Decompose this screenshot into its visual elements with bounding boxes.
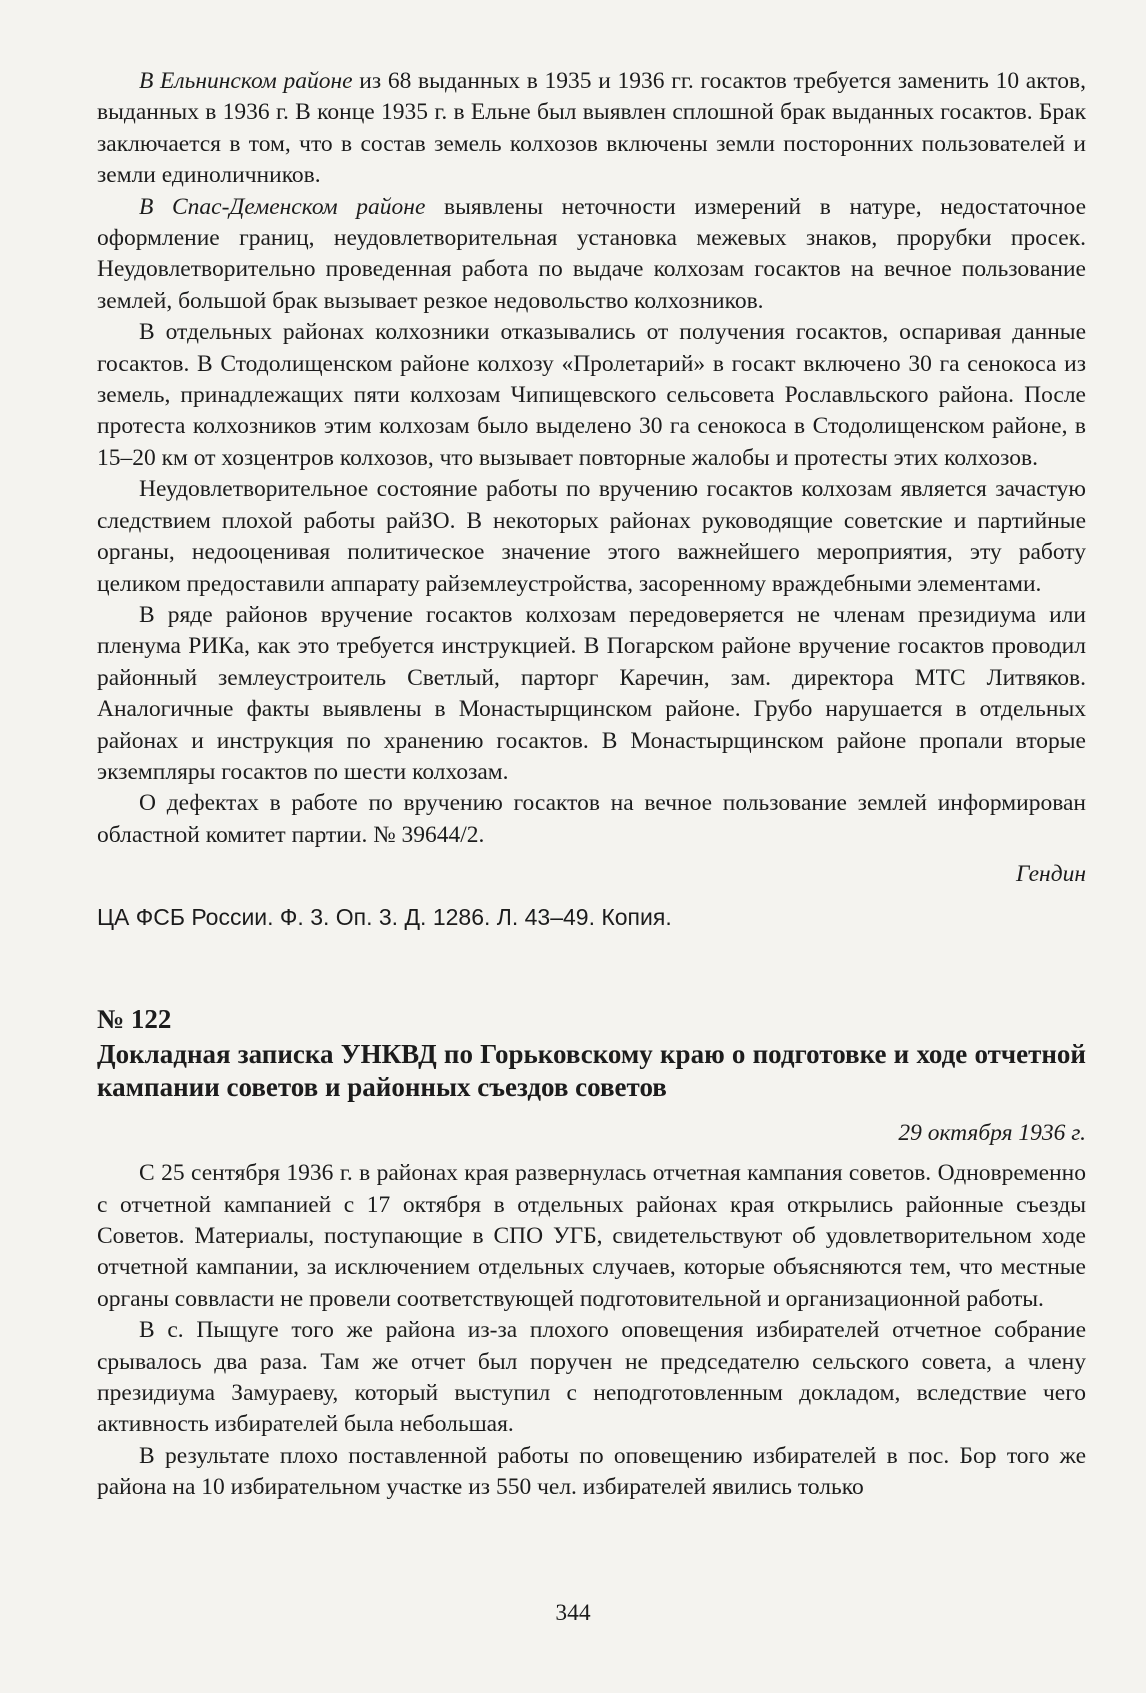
- paragraph-text: выявлены неточности измерений в натуре, недостаточное оформление границ, неудовлетворительная установка межевых знаков, прорубки просек. Неудовлетворительно проведенная работа по выдаче колхозам госактов на вечное пользование землей, большой брак вызывает резкое недовольство колхозников.: [97, 193, 1086, 314]
- paragraph: [97, 192, 1086, 318]
- paragraph: В результате плохо поставленной работы по оповещению избирателей в пос. Бор того же района на 10 избирательном участке из 550 чел. избирателей явились только: [97, 1442, 1086, 1501]
- district-lead: В Спас-Деменском районе: [139, 193, 426, 220]
- page-number: 344: [555, 1600, 591, 1626]
- paragraph: С 25 сентября 1936 г. в районах края развернулась отчетная кампания советов. Одновременно с отчетной кампанией с 17 октября в отдельных районах края открылись районные съезды Советов. Материалы, поступающие в СПО УГБ, свидетельствуют об удовлетворительном ходе отчетной кампании, за исключением отдельных случаев, которые объясняются тем, что местные органы соввласти не провели соответствующей подготовительной и организационной работы.: [97, 1160, 1086, 1312]
- archive-source: ЦА ФСБ России. Ф. 3. Оп. 3. Д. 1286. Л. 43–49. Копия.: [97, 904, 672, 931]
- district-lead: В Ельнинском районе: [139, 68, 353, 94]
- paragraph: [97, 66, 1086, 192]
- document-title: Докладная записка УНКВД по Горьковскому краю о подготовке и ходе отчетной кампании советов и районных съездов советов: [97, 1039, 1086, 1103]
- document-date: 29 октября 1936 г.: [898, 1120, 1086, 1147]
- document-number: № 122: [97, 1004, 172, 1035]
- paragraph: В отдельных районах колхозники отказывались от получения госактов, оспаривая данные госактов. В Стодолищенском районе колхозу «Пролетарий» в госакт включено 30 га сенокоса из земель, принадлежащих пяти колхозам Чипищевского сельсовета Рославльского района. После протеста колхозников этим колхозам было выделено 30 га сенокоса в Стодолищенском районе, в 15–20 км от хозцентров колхозов, что вызывает повторные жалобы и протесты этих колхозов.: [97, 319, 1086, 471]
- paragraph-text: из 68 выданных в 1935 и 1936 гг. госактов требуется заменить 10 актов, выданных в 1936 г. В конце 1935 г. в Ельне был выявлен сплошной брак выданных госактов. Брак заключается в том, что в состав земель колхозов включены земли посторонних пользователей и земли единоличников.: [97, 68, 1086, 189]
- paragraph: В с. Пыщуге того же района из-за плохого оповещения избирателей отчетное собрание срывалось два раза. Там же отчет был поручен не председателю сельского совета, а члену президиума Замураеву, который выступил с неподготовленным докладом, вследствие чего активность избирателей была небольшая.: [97, 1317, 1086, 1438]
- paragraph: О дефектах в работе по вручению госактов на вечное пользование землей информирован областной комитет партии. № 39644/2.: [97, 790, 1086, 848]
- paragraph: Неудовлетворительное состояние работы по вручению госактов колхозам является зачастую следствием плохой работы райЗО. В некоторых районах руководящие советские и партийные органы, недооценивая политическое значение этого важнейшего мероприятия, эту работу целиком предоставили аппарату райземлеустройства, засоренному враждебными элементами.: [97, 476, 1086, 597]
- document-body: [97, 66, 1086, 1504]
- signature: Гендин: [1015, 861, 1086, 888]
- paragraph: В ряде районов вручение госактов колхозам передоверяется не членам президиума или пленума РИКа, как это требуется инструкцией. В Погарском районе вручение госактов проводил районный землеустроитель Светлый, парторг Каречин, зам. директора МТС Литвяков. Аналогичные факты выявлены в Монастырщинском районе. Грубо нарушается в отдельных районах и инструкция по хранению госактов. В Монастырщинском районе пропали вторые экземпляры госактов по шести колхозам.: [97, 601, 1086, 785]
